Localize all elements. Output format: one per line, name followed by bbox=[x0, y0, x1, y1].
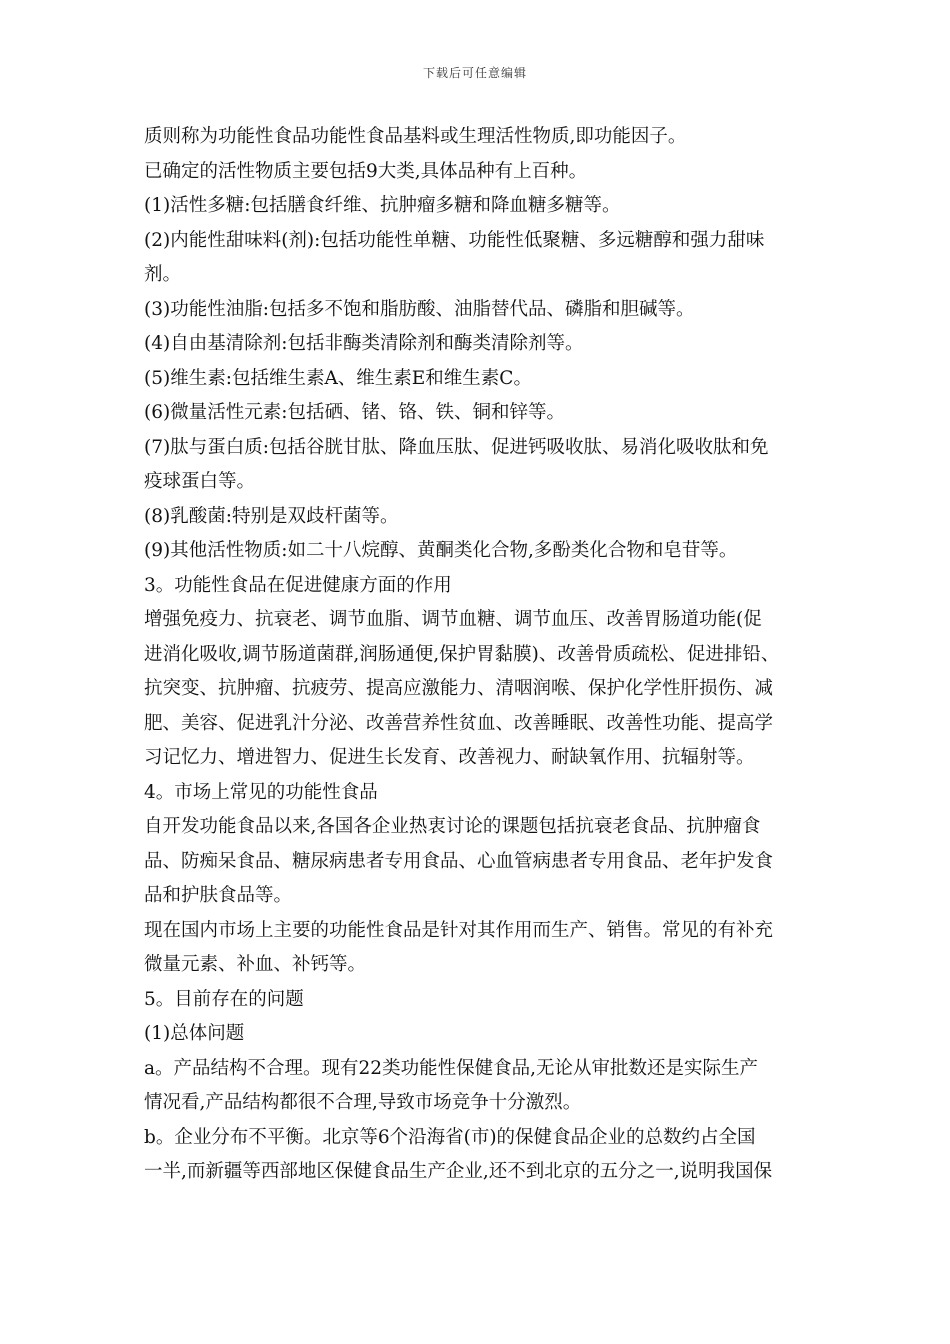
text-line: 4。市场上常见的功能性食品 bbox=[144, 781, 378, 803]
text-line: (3)功能性油脂:包括多不饱和脂肪酸、油脂替代品、磷脂和胆碱等。 bbox=[144, 298, 695, 320]
text-line: 进消化吸收,调节肠道菌群,润肠通便,保护胃黏膜)、改善骨质疏松、促进排铅、 bbox=[144, 643, 780, 665]
text-line: 增强免疫力、抗衰老、调节血脂、调节血糖、调节血压、改善胃肠道功能(促 bbox=[144, 609, 762, 630]
text-line: (1)总体问题 bbox=[144, 1023, 245, 1044]
text-line: 质则称为功能性食品功能性食品基料或生理活性物质,即功能因子。 bbox=[144, 126, 687, 147]
text-line: 3。功能性食品在促进健康方面的作用 bbox=[144, 574, 452, 596]
text-line: (6)微量活性元素:包括硒、锗、铬、铁、铜和锌等。 bbox=[144, 402, 565, 423]
text-line: 肥、美容、促进乳汁分泌、改善营养性贫血、改善睡眠、改善性功能、提高学 bbox=[144, 712, 774, 734]
text-line: 现在国内市场上主要的功能性食品是针对其作用而生产、销售。常见的有补充 bbox=[144, 919, 774, 941]
text-line: (2)内能性甜味料(剂):包括功能性单糖、功能性低聚糖、多远糖醇和强力甜味 bbox=[144, 229, 765, 251]
text-line: 5。目前存在的问题 bbox=[144, 988, 304, 1010]
text-line: 习记忆力、增进智力、促进生长发育、改善视力、耐缺氧作用、抗辐射等。 bbox=[144, 747, 755, 768]
text-line: 微量元素、补血、补钙等。 bbox=[144, 954, 367, 975]
text-line: 品和护肤食品等。 bbox=[144, 885, 293, 906]
text-line: (1)活性多糖:包括膳食纤维、抗肿瘤多糖和降血糖多糖等。 bbox=[144, 195, 621, 216]
text-line: (9)其他活性物质:如二十八烷醇、黄酮类化合物,多酚类化合物和皂苷等。 bbox=[144, 540, 738, 561]
body-text bbox=[144, 120, 814, 1190]
text-line: 一半,而新疆等西部地区保健食品生产企业,还不到北京的五分之一,说明我国保 bbox=[144, 1161, 773, 1182]
text-line: 自开发功能食品以来,各国各企业热衷讨论的课题包括抗衰老食品、抗肿瘤食 bbox=[144, 816, 761, 837]
text-line: (7)肽与蛋白质:包括谷胱甘肽、降血压肽、促进钙吸收肽、易消化吸收肽和免 bbox=[144, 436, 769, 458]
text-line: (8)乳酸菌:特别是双歧杆菌等。 bbox=[144, 505, 399, 527]
text-line: 抗突变、抗肿瘤、抗疲劳、提高应激能力、清咽润喉、保护化学性肝损伤、减 bbox=[144, 678, 774, 699]
text-line: 已确定的活性物质主要包括9大类,具体品种有上百种。 bbox=[144, 160, 588, 182]
text-line: a。产品结构不合理。现有22类功能性保健食品,无论从审批数还是实际生产 bbox=[144, 1057, 758, 1079]
text-line: (4)自由基清除剂:包括非酶类清除剂和酶类清除剂等。 bbox=[144, 333, 584, 354]
text-line: (5)维生素:包括维生素A、维生素E和维生素C。 bbox=[144, 367, 532, 389]
text-line: 剂。 bbox=[144, 264, 182, 285]
text-line: 品、防痴呆食品、糖尿病患者专用食品、心血管病患者专用食品、老年护发食 bbox=[144, 850, 774, 872]
text-line: 情况看,产品结构都很不合理,导致市场竞争十分激烈。 bbox=[144, 1092, 582, 1113]
page-header: 下载后可任意编辑 bbox=[422, 66, 527, 80]
text-line: b。企业分布不平衡。北京等6个沿海省(市)的保健食品企业的总数约占全国 bbox=[144, 1126, 756, 1148]
text-line: 疫球蛋白等。 bbox=[144, 471, 256, 492]
